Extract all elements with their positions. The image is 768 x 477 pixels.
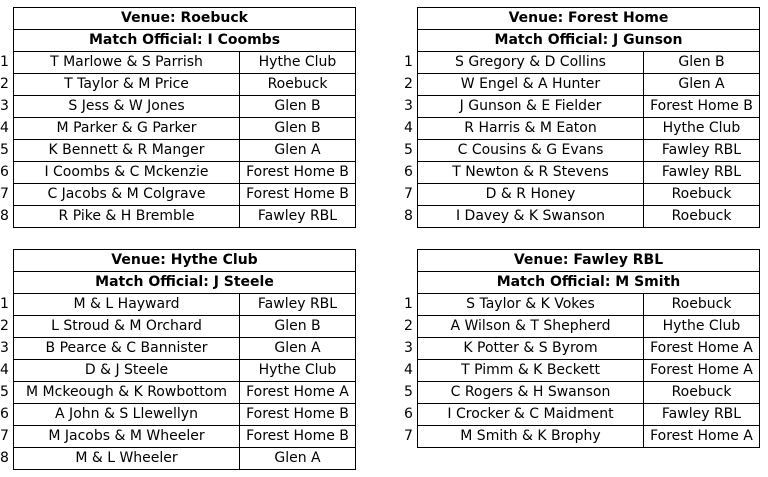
table-row [0, 162, 356, 184]
row-number: 4 [0, 362, 9, 378]
club-cell: Fawley RBL [644, 162, 760, 184]
table-row [404, 74, 760, 96]
table-row [404, 382, 760, 404]
row-number: 6 [0, 164, 9, 180]
row-number: 5 [0, 384, 9, 400]
table-row [404, 426, 760, 448]
club-cell: Forest Home B [644, 96, 760, 118]
fixture-table [0, 249, 356, 470]
pair-cell: S Jess & W Jones [14, 96, 240, 118]
club-cell: Glen B [644, 52, 760, 74]
club-cell: Glen A [644, 74, 760, 96]
fixture-table [404, 7, 760, 228]
venue-title: Venue: Fawley RBL [418, 250, 760, 272]
pair-cell: C Cousins & G Evans [418, 140, 644, 162]
row-number: 1 [404, 296, 413, 312]
pair-cell: M & L Hayward [14, 294, 240, 316]
venue-table-fawley-rbl [404, 249, 760, 448]
table-row [0, 382, 356, 404]
official-title: Match Official: J Gunson [418, 30, 760, 52]
club-cell: Roebuck [644, 206, 760, 228]
row-number: 6 [404, 164, 413, 180]
row-number: 3 [404, 340, 413, 356]
table-row [0, 316, 356, 338]
table-row [404, 52, 760, 74]
row-number: 8 [0, 208, 9, 224]
row-number: 8 [0, 450, 9, 466]
official-title: Match Official: J Steele [14, 272, 356, 294]
table-row [404, 316, 760, 338]
table-row [0, 74, 356, 96]
table-row [404, 162, 760, 184]
club-cell: Glen A [240, 140, 356, 162]
club-cell: Roebuck [644, 382, 760, 404]
table-row [404, 96, 760, 118]
table-row [404, 206, 760, 228]
row-number: 7 [404, 428, 413, 444]
pair-cell: K Potter & S Byrom [418, 338, 644, 360]
row-number: 4 [404, 120, 413, 136]
pair-cell: A John & S Llewellyn [14, 404, 240, 426]
row-number: 1 [0, 54, 9, 70]
club-cell: Roebuck [644, 184, 760, 206]
club-cell: Glen B [240, 316, 356, 338]
club-cell: Hythe Club [240, 360, 356, 382]
table-row [0, 96, 356, 118]
club-cell: Forest Home A [644, 360, 760, 382]
club-cell: Roebuck [644, 294, 760, 316]
venue-table-roebuck [0, 7, 356, 228]
row-number: 8 [404, 208, 413, 224]
venue-table-hythe-club [0, 249, 356, 470]
club-cell: Forest Home B [240, 426, 356, 448]
row-number: 4 [404, 362, 413, 378]
row-number: 7 [0, 186, 9, 202]
table-row [0, 338, 356, 360]
club-cell: Fawley RBL [644, 404, 760, 426]
table-row [0, 206, 356, 228]
club-cell: Glen B [240, 96, 356, 118]
pair-cell: M Smith & K Brophy [418, 426, 644, 448]
table-row [404, 184, 760, 206]
table-row [404, 360, 760, 382]
row-number: 3 [0, 340, 9, 356]
table-row [404, 338, 760, 360]
row-number: 2 [0, 318, 9, 334]
pair-cell: S Taylor & K Vokes [418, 294, 644, 316]
venue-title: Venue: Forest Home [418, 8, 760, 30]
table-row [0, 426, 356, 448]
pair-cell: T Newton & R Stevens [418, 162, 644, 184]
pair-cell: I Davey & K Swanson [418, 206, 644, 228]
table-row [0, 448, 356, 470]
pair-cell: T Pimm & K Beckett [418, 360, 644, 382]
venue-table-forest-home [404, 7, 760, 228]
table-row [404, 294, 760, 316]
pair-cell: C Rogers & H Swanson [418, 382, 644, 404]
pair-cell: M Jacobs & M Wheeler [14, 426, 240, 448]
pair-cell: T Marlowe & S Parrish [14, 52, 240, 74]
pair-cell: R Harris & M Eaton [418, 118, 644, 140]
table-row [404, 140, 760, 162]
pair-cell: J Gunson & E Fielder [418, 96, 644, 118]
row-number: 2 [404, 318, 413, 334]
official-title: Match Official: I Coombs [14, 30, 356, 52]
club-cell: Hythe Club [644, 316, 760, 338]
fixture-table [404, 249, 760, 448]
table-row [0, 404, 356, 426]
club-cell: Glen A [240, 448, 356, 470]
club-cell: Forest Home B [240, 184, 356, 206]
pair-cell: D & R Honey [418, 184, 644, 206]
pair-cell: A Wilson & T Shepherd [418, 316, 644, 338]
row-number: 7 [404, 186, 413, 202]
table-row [0, 140, 356, 162]
fixture-table [0, 7, 356, 228]
pair-cell: B Pearce & C Bannister [14, 338, 240, 360]
club-cell: Fawley RBL [240, 206, 356, 228]
row-number: 3 [404, 98, 413, 114]
pair-cell: R Pike & H Bremble [14, 206, 240, 228]
venue-title: Venue: Hythe Club [14, 250, 356, 272]
club-cell: Glen B [240, 118, 356, 140]
pair-cell: L Stroud & M Orchard [14, 316, 240, 338]
row-number: 1 [404, 54, 413, 70]
row-number: 5 [0, 142, 9, 158]
pair-cell: S Gregory & D Collins [418, 52, 644, 74]
pair-cell: I Coombs & C Mckenzie [14, 162, 240, 184]
table-row [404, 404, 760, 426]
row-number: 2 [404, 76, 413, 92]
pair-cell: M & L Wheeler [14, 448, 240, 470]
club-cell: Forest Home A [240, 382, 356, 404]
row-number: 5 [404, 142, 413, 158]
club-cell: Glen A [240, 338, 356, 360]
club-cell: Hythe Club [644, 118, 760, 140]
row-number: 7 [0, 428, 9, 444]
table-row [404, 118, 760, 140]
pair-cell: M Parker & G Parker [14, 118, 240, 140]
pair-cell: D & J Steele [14, 360, 240, 382]
pair-cell: W Engel & A Hunter [418, 74, 644, 96]
official-title: Match Official: M Smith [418, 272, 760, 294]
pair-cell: C Jacobs & M Colgrave [14, 184, 240, 206]
pair-cell: T Taylor & M Price [14, 74, 240, 96]
club-cell: Forest Home B [240, 162, 356, 184]
row-number: 1 [0, 296, 9, 312]
club-cell: Forest Home A [644, 426, 760, 448]
row-number: 6 [0, 406, 9, 422]
row-number: 5 [404, 384, 413, 400]
row-number: 3 [0, 98, 9, 114]
pair-cell: K Bennett & R Manger [14, 140, 240, 162]
venue-title: Venue: Roebuck [14, 8, 356, 30]
club-cell: Fawley RBL [240, 294, 356, 316]
pair-cell: I Crocker & C Maidment [418, 404, 644, 426]
club-cell: Fawley RBL [644, 140, 760, 162]
table-row [0, 360, 356, 382]
table-row [0, 184, 356, 206]
pair-cell: M Mckeough & K Rowbottom [14, 382, 240, 404]
row-number: 6 [404, 406, 413, 422]
table-row [0, 294, 356, 316]
row-number: 4 [0, 120, 9, 136]
club-cell: Forest Home B [240, 404, 356, 426]
table-row [0, 118, 356, 140]
club-cell: Forest Home A [644, 338, 760, 360]
club-cell: Roebuck [240, 74, 356, 96]
row-number: 2 [0, 76, 9, 92]
club-cell: Hythe Club [240, 52, 356, 74]
table-row [0, 52, 356, 74]
